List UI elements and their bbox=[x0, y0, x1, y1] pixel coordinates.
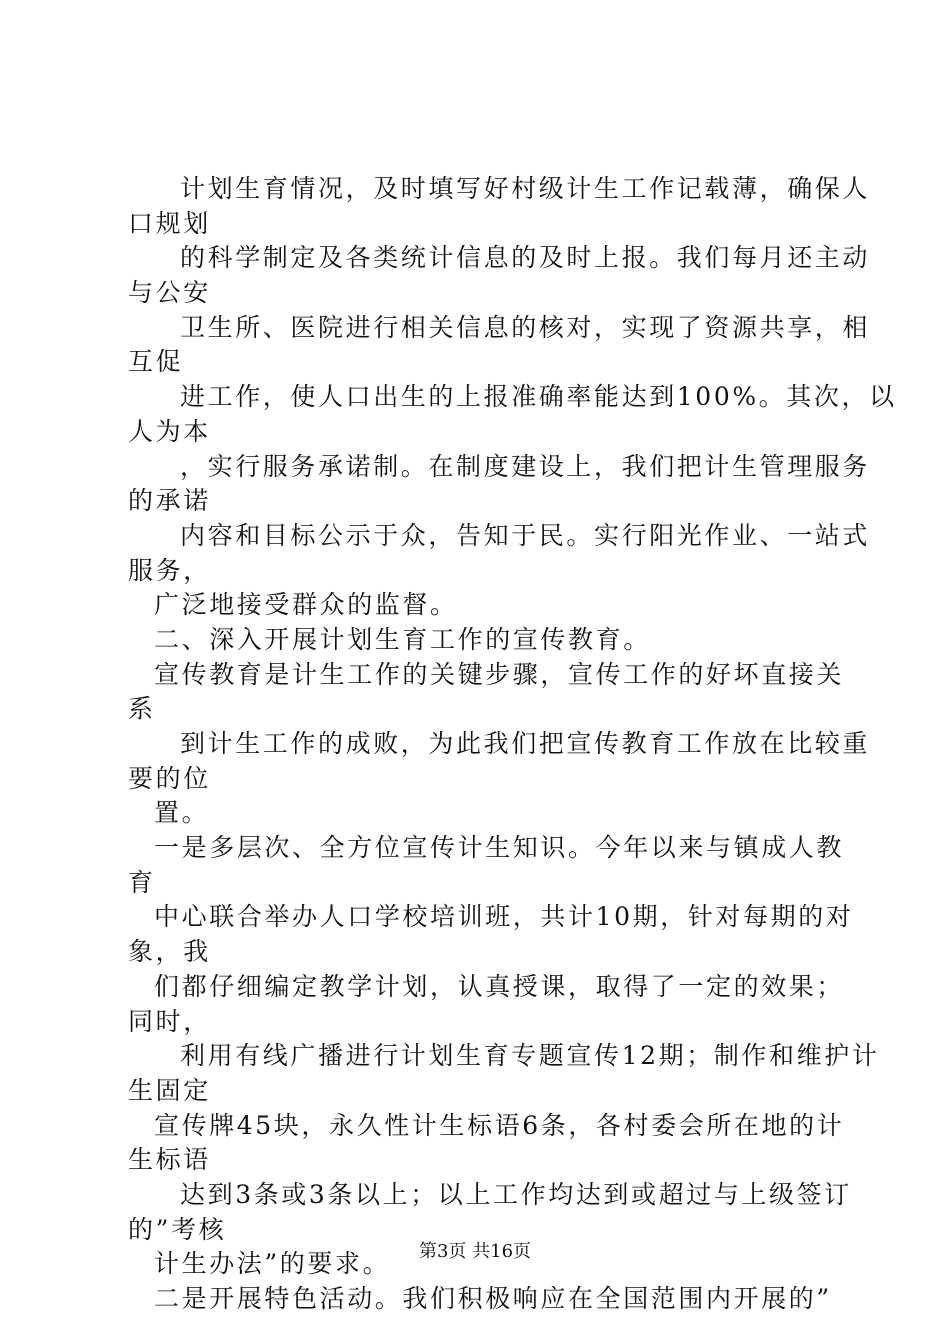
text-line: 育 bbox=[128, 867, 156, 897]
text-line: 宣传教育是计生工作的关键步骤，宣传工作的好坏直接关 bbox=[154, 659, 845, 689]
page-footer bbox=[0, 1241, 950, 1263]
text-line: 广泛地接受群众的监督。 bbox=[154, 590, 458, 620]
text-line: 二是开展特色活动。我们积极响应在全国范围内开展的” bbox=[154, 1284, 832, 1313]
text-line: 与公安 bbox=[128, 278, 211, 308]
text-line: ，实行服务承诺制。在制度建设上，我们把计生管理服务 bbox=[180, 451, 871, 481]
text-line: 同时， bbox=[128, 1006, 211, 1036]
text-line: 生固定 bbox=[128, 1075, 211, 1105]
text-line: 系 bbox=[128, 694, 156, 724]
text-line: 的科学制定及各类统计信息的及时上报。我们每月还主动 bbox=[180, 243, 871, 273]
text-line: 生标语 bbox=[128, 1145, 211, 1175]
text-line: 进工作，使人口出生的上报准确率能达到100%。其次，以 bbox=[180, 382, 897, 412]
text-line: 宣传牌45块，永久性计生标语6条，各村委会所在地的计 bbox=[154, 1110, 845, 1140]
text-line: 中心联合举办人口学校培训班，共计10期，针对每期的对 bbox=[154, 902, 854, 932]
text-line: 达到3条或3条以上；以上工作均达到或超过与上级签订 bbox=[180, 1179, 852, 1209]
text-line: 人为本 bbox=[128, 416, 211, 446]
section-heading: 二、深入开展计划生育工作的宣传教育。 bbox=[154, 624, 651, 654]
text-line: 象，我 bbox=[128, 937, 211, 967]
text-line: 到计生工作的成败，为此我们把宣传教育工作放在比较重 bbox=[180, 729, 871, 758]
document-body bbox=[128, 172, 897, 1317]
text-line: 内容和目标公示于众，告知于民。实行阳光作业、一站式 bbox=[180, 520, 871, 550]
text-line: 的”考核 bbox=[128, 1214, 227, 1244]
text-line: 卫生所、医院进行相关信息的核对，实现了资源共享，相 bbox=[180, 312, 871, 342]
text-line: 口规划 bbox=[128, 208, 211, 238]
text-line: 计生办法”的要求。 bbox=[154, 1249, 391, 1279]
text-line: 利用有线广播进行计划生育专题宣传12期；制作和维护计 bbox=[180, 1041, 880, 1071]
text-line: 计划生育情况，及时填写好村级计生工作记载薄，确保人 bbox=[180, 174, 871, 203]
text-line: 们都仔细编定教学计划，认真授课，取得了一定的效果； bbox=[154, 971, 845, 1001]
page-number: 第3页 共16页 bbox=[418, 1241, 532, 1262]
text-line: 要的位 bbox=[128, 763, 211, 793]
text-line: 互促 bbox=[128, 347, 184, 377]
text-line: 置。 bbox=[154, 798, 210, 828]
text-line: 的承诺 bbox=[128, 486, 211, 516]
text-line: 服务， bbox=[128, 555, 211, 585]
text-line: 一是多层次、全方位宣传计生知识。今年以来与镇成人教 bbox=[154, 833, 845, 863]
